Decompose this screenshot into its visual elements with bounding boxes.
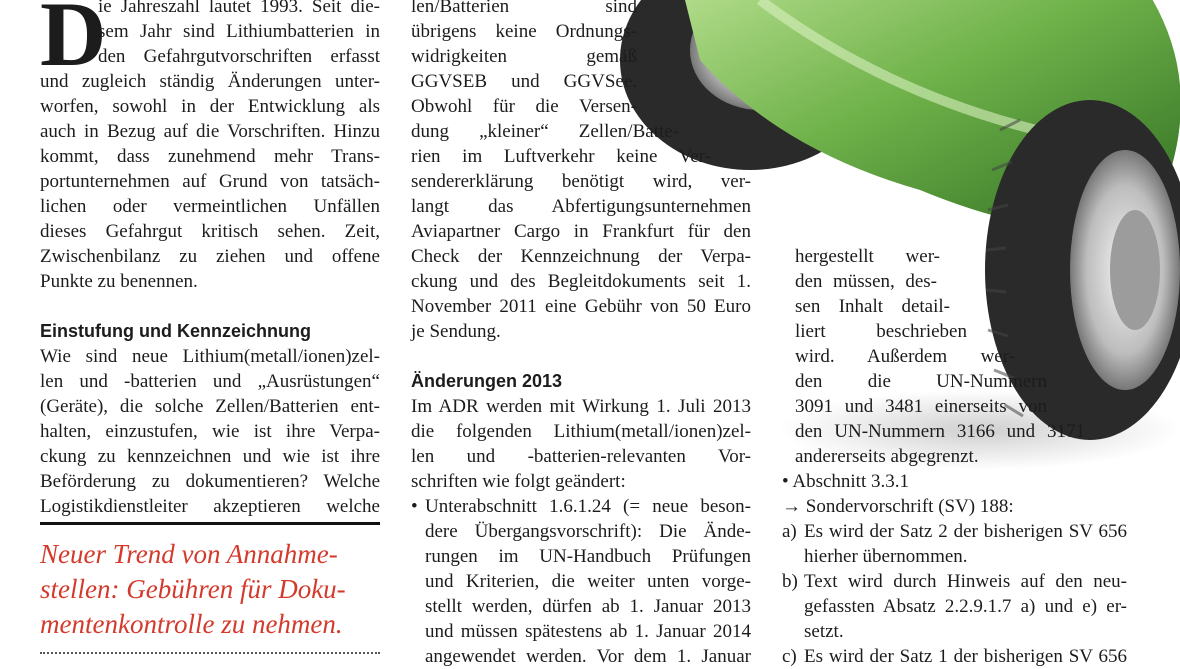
- pullquote-line: Neuer Trend von Annahme-: [40, 539, 338, 569]
- text-line: den Gefahrgutvorschriften erfasst: [98, 46, 380, 67]
- text-line: Obwohl für die Versen-: [411, 96, 637, 117]
- pullquote-top-rule: [40, 522, 380, 525]
- text-line: lichen oder vermeintlichen Unfällen: [40, 196, 380, 217]
- text-line: Check der Kennzeichnung der Verpa-: [411, 246, 751, 267]
- column-1-intro: [98, 0, 380, 69]
- list-item: [782, 519, 1127, 569]
- arrow-right-icon: →: [782, 496, 801, 517]
- text-line: je Sendung.: [411, 321, 501, 342]
- text-line: und zugleich ständig Änderungen unter-: [40, 71, 380, 92]
- text-line: die folgenden Lithium(metall/ionen)zel-: [411, 421, 751, 442]
- text-line: dung „kleiner“ Zellen/Batte-: [411, 121, 679, 142]
- text-line: andererseits abgegrenzt.: [795, 446, 979, 467]
- text-line: halten, einzustufen, wie ist ihre Verpa-: [40, 421, 380, 442]
- text-line: übrigens keine Ordnungs-: [411, 21, 637, 42]
- text-line: rungen im UN-Handbuch Prüfungen: [425, 546, 751, 567]
- text-line: November 2011 eine Gebühr von 50 Euro: [411, 296, 751, 317]
- pullquote-bottom-rule: [40, 652, 380, 654]
- bullet-icon: •: [782, 471, 789, 492]
- text-line: auch in Bezug auf die Vorschriften. Hinzu: [40, 121, 380, 142]
- text-line: Wie sind neue Lithium(metall/ionen)zel-: [40, 346, 380, 367]
- text-line: gefassten Absatz 2.2.9.1.7 a) und e) er-: [804, 596, 1127, 617]
- text-line: und Kriterien, die weiter unten vorge-: [425, 571, 751, 592]
- text-line: langt das Abfertigungsunternehmen: [411, 196, 751, 217]
- list-item: [782, 494, 1127, 519]
- text-line: kommt, dass zunehmend mehr Trans-: [40, 146, 380, 167]
- section-heading: Einstufung und Kennzeichnung: [40, 321, 311, 341]
- text-line: den die UN-Nummern: [795, 371, 1047, 392]
- list-item: [782, 469, 1127, 494]
- drop-cap: D: [40, 0, 107, 85]
- text-line: ie Jahreszahl lautet 1993. Seit die-: [98, 0, 380, 17]
- text-line: len und -batterien und „Ausrüstungen“: [40, 371, 380, 392]
- text-line: len und -batterien-relevanten Vor-: [411, 446, 751, 467]
- text-line: Im ADR werden mit Wirkung 1. Juli 2013: [411, 396, 751, 417]
- text-line: Es wird der Satz 2 der bisherigen SV 656: [804, 521, 1127, 542]
- text-line: Aviapartner Cargo in Frankfurt für den: [411, 221, 751, 242]
- text-line: Punkte zu benennen.: [40, 271, 198, 292]
- column-2-top: [411, 0, 637, 119]
- text-line: rien im Luftverkehr keine Ver-: [411, 146, 711, 167]
- text-line: Sondervorschrift (SV) 188:: [805, 496, 1014, 517]
- text-line: Beförderung zu dokumentieren? Welche: [40, 471, 380, 492]
- list-marker: a): [782, 521, 797, 542]
- text-line: den müssen, des-: [795, 271, 937, 292]
- column-2: [411, 119, 751, 669]
- text-line: sendererklärung benötigt wird, ver-: [411, 171, 751, 192]
- text-line: GGVSEB und GGVSee.: [411, 71, 637, 92]
- pullquote-line: stellen: Gebühren für Doku-: [40, 574, 346, 604]
- text-line: (Geräte), die solche Zellen/Batterien ent-: [40, 396, 380, 417]
- text-line: 3091 und 3481 einerseits von: [795, 396, 1047, 417]
- text-line: Abschnitt 3.3.1: [792, 471, 909, 492]
- text-line: dere Übergangsvorschrift): Die Ände-: [425, 521, 751, 542]
- text-line: ckung und des Begleitdokuments seit 1.: [411, 271, 751, 292]
- text-line: widrigkeiten gemäß: [411, 46, 637, 67]
- column-1: [40, 69, 380, 519]
- text-line: worfen, sowohl in der Entwicklung als: [40, 96, 380, 117]
- list-marker: c): [782, 646, 797, 667]
- column-3-list: [782, 469, 1127, 669]
- text-line: sen Inhalt detail-: [795, 296, 950, 317]
- text-line: portunternehmen auf Grund von tatsäch-: [40, 171, 380, 192]
- bullet-icon: •: [411, 496, 418, 517]
- pullquote-line: mentenkontrolle zu nehmen.: [40, 609, 343, 639]
- text-line: Logistikdienstleiter akzeptieren welche: [40, 496, 380, 517]
- list-marker: b): [782, 571, 798, 592]
- text-line: wird. Außerdem wer-: [795, 346, 1015, 367]
- text-line: Zwischenbilanz zu ziehen und offene: [40, 246, 380, 267]
- text-line: Text wird durch Hinweis auf den neu-: [804, 571, 1127, 592]
- list-item: [782, 569, 1127, 644]
- text-line: angewendet werden. Vor dem 1. Januar: [425, 646, 751, 667]
- pullquote: [40, 537, 380, 642]
- list-item: [782, 644, 1127, 669]
- text-line: dieses Gefahrgut kritisch sehen. Zeit,: [40, 221, 380, 242]
- section-heading: Änderungen 2013: [411, 371, 563, 391]
- column-3: [795, 244, 1135, 469]
- text-line: hierher übernommen.: [804, 546, 968, 567]
- text-line: Unterabschnitt 1.6.1.24 (= neue beson-: [425, 496, 751, 517]
- text-line: hergestellt wer-: [795, 246, 940, 267]
- text-line: ckung zu kennzeichnen und wie ist ihre: [40, 446, 380, 467]
- text-line: sem Jahr sind Lithiumbatterien in: [98, 21, 380, 42]
- text-line: liert beschrieben: [795, 321, 967, 342]
- list-item: [411, 494, 751, 669]
- text-line: Es wird der Satz 1 der bisherigen SV 656: [804, 646, 1127, 667]
- text-line: den UN-Nummern 3166 und 3171: [795, 421, 1085, 442]
- text-line: und müssen spätestens ab 1. Januar 2014: [425, 621, 751, 642]
- text-line: len/Batterien sind: [411, 0, 637, 17]
- text-line: schriften wie folgt geändert:: [411, 471, 626, 492]
- text-line: setzt.: [804, 621, 844, 642]
- text-line: stellt werden, dürfen ab 1. Januar 2013: [425, 596, 751, 617]
